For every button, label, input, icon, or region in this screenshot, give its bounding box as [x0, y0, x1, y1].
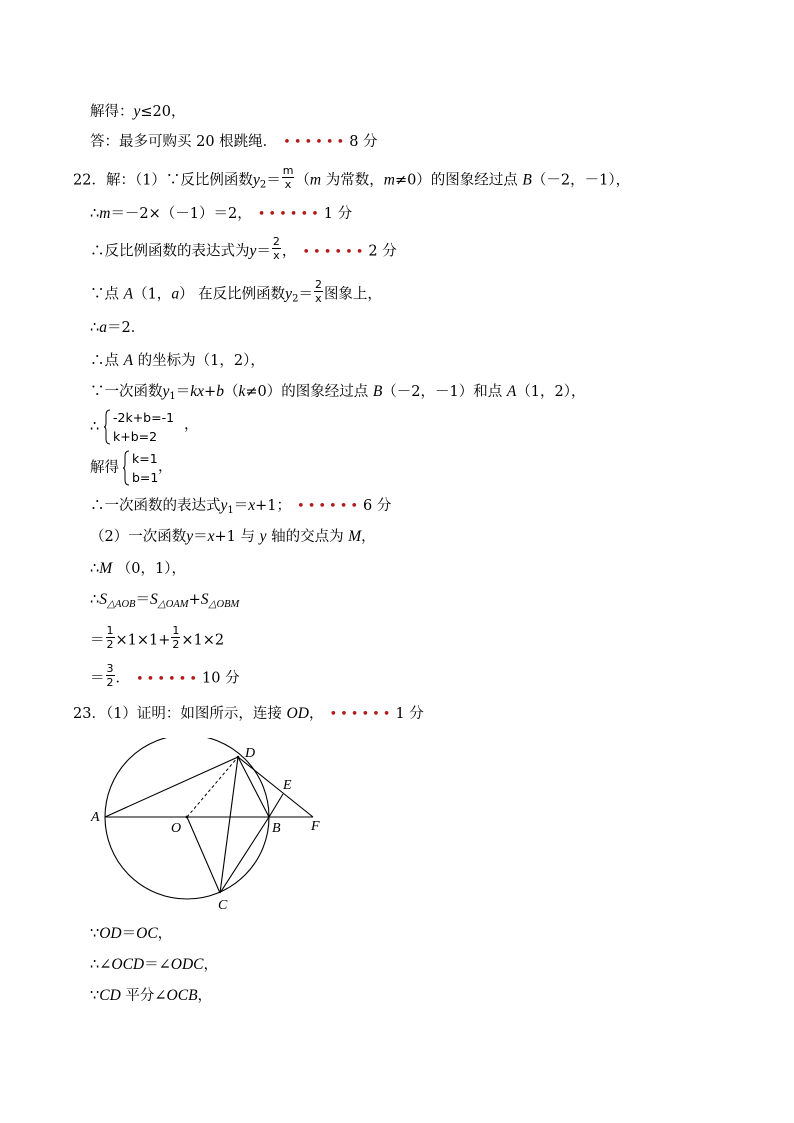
var: m — [99, 205, 111, 222]
var: OD — [99, 925, 122, 942]
text: （2）一次函数 — [90, 529, 187, 545]
text: 的坐标为（1，2）， — [133, 353, 265, 369]
text: ＝ — [233, 498, 249, 514]
var: y — [220, 497, 228, 514]
var: m — [309, 171, 322, 189]
var: M — [99, 560, 113, 577]
subscript: △OBM — [208, 599, 240, 610]
var: b — [216, 383, 224, 400]
var: S — [200, 591, 209, 608]
problem-22-line — [73, 164, 631, 195]
text: 22．解：（1）∵反比例函数 — [73, 172, 253, 189]
text: ＝ — [90, 632, 105, 649]
text: ， — [197, 988, 213, 1004]
score-dots: •••••• — [329, 707, 394, 722]
text: ＝ — [175, 384, 191, 400]
subscript: △AOB — [106, 599, 136, 610]
subscript: 1 — [227, 505, 234, 516]
line-BE — [269, 794, 283, 817]
brace-icon — [104, 409, 110, 445]
solution-line — [90, 383, 586, 406]
text: +1； — [255, 498, 292, 514]
subscript: 2 — [259, 179, 267, 191]
text: ＝ — [266, 172, 281, 189]
text: （ — [295, 172, 310, 189]
text: ∵ — [90, 988, 100, 1004]
solution-line — [90, 591, 239, 614]
text: 平分∠ — [120, 988, 167, 1004]
label-F: F — [311, 819, 320, 834]
text: 为常数， — [321, 172, 384, 189]
subscript: 1 — [169, 391, 176, 402]
var: m — [383, 171, 395, 189]
text: （ — [223, 384, 239, 400]
solution-line — [90, 528, 376, 546]
text: （1，2）， — [516, 384, 586, 400]
text: ， — [281, 243, 297, 260]
line-AD — [105, 757, 238, 817]
text: +1 与 — [214, 529, 260, 545]
numerator: 2 — [272, 235, 280, 248]
denominator: x — [284, 178, 292, 191]
numerator: 3 — [106, 662, 114, 675]
fraction — [282, 164, 295, 191]
equation-row: b=1 — [132, 470, 159, 485]
label-A: A — [91, 810, 100, 825]
score-dots: •••••• — [283, 135, 348, 150]
denominator: 2 — [106, 676, 114, 689]
fraction — [272, 235, 281, 262]
fraction — [106, 624, 115, 651]
text: ∴点 — [90, 353, 124, 369]
var: A — [123, 285, 134, 303]
text: （－2，－1）， — [531, 172, 631, 189]
var: y — [162, 383, 170, 400]
var: B — [522, 171, 532, 189]
var: a — [99, 319, 107, 336]
text: ∴ — [90, 592, 100, 608]
line-BC — [220, 817, 269, 893]
numerator: 1 — [172, 624, 180, 637]
line-DF — [238, 757, 313, 817]
solution-line — [90, 235, 397, 265]
text: ×1×1+ — [115, 632, 171, 649]
text: ， — [158, 459, 173, 475]
equation-row: k+b=2 — [113, 429, 158, 444]
solution-line — [90, 352, 265, 370]
var: OCB — [166, 987, 198, 1004]
text: ≠0）的图象经过点 — [394, 172, 523, 189]
var: S — [99, 591, 107, 608]
denominator: 2 — [106, 638, 114, 651]
proof-line — [90, 987, 212, 1005]
text: ≤20， — [140, 104, 186, 120]
text: ＝ — [298, 286, 313, 303]
subscript: 2 — [292, 293, 299, 305]
text: ∴ — [90, 206, 100, 222]
var: A — [123, 352, 134, 369]
denominator: x — [273, 249, 280, 262]
score: 2 分 — [368, 243, 397, 260]
text: ， — [361, 529, 376, 545]
text — [158, 458, 173, 476]
text: ＝ — [256, 243, 271, 260]
text: 解得： — [90, 104, 134, 120]
problem-23-line — [73, 705, 424, 724]
point-D — [237, 756, 240, 759]
score-dots: •••••• — [302, 244, 367, 260]
text: ＝ — [90, 670, 105, 687]
text: （0，1）， — [112, 561, 186, 577]
text: ∴ — [90, 419, 100, 435]
var: a — [171, 285, 180, 303]
var: x — [248, 497, 256, 514]
var: M — [348, 528, 362, 545]
var: OD — [286, 705, 309, 722]
var: y — [249, 242, 257, 260]
score-dots: •••••• — [297, 499, 362, 514]
text: ＝－2×（－1）＝2， — [110, 206, 252, 222]
numerator: 2 — [314, 278, 322, 291]
numerator: 1 — [106, 624, 114, 637]
circle-geometry-figure — [85, 738, 335, 918]
text: ∴∠ — [90, 957, 112, 973]
var: y — [186, 528, 194, 545]
text: ×1×2 — [181, 632, 225, 649]
proof-line — [90, 925, 172, 943]
score: 1 分 — [323, 206, 353, 222]
proof-line — [90, 956, 218, 974]
text: ∴反比例函数的表达式为 — [90, 243, 250, 260]
solution-line — [90, 278, 382, 309]
var: OC — [136, 925, 158, 942]
line-OD-dashed — [187, 757, 238, 817]
equation-row: -2k+b=-1 — [113, 410, 175, 425]
line-DC — [220, 757, 238, 893]
denominator: 2 — [172, 638, 180, 651]
score-dots: •••••• — [136, 671, 201, 687]
text: ∵ — [90, 926, 100, 942]
solution-line — [90, 624, 225, 654]
text: ． — [115, 670, 130, 687]
line-OC — [187, 817, 220, 893]
solution-line — [90, 103, 186, 121]
text: 轴的交点为 — [266, 529, 349, 545]
fraction — [171, 624, 180, 651]
numerator: m — [282, 164, 294, 177]
text: 答：最多可购买 20 根跳绳． — [90, 134, 278, 150]
text: ＝∠ — [144, 957, 171, 973]
text: ＝2． — [106, 320, 146, 336]
var: y — [252, 171, 260, 189]
var: ODC — [170, 956, 204, 973]
text: ∵点 — [90, 286, 124, 303]
var: kx — [190, 383, 205, 400]
text: ∴ — [90, 561, 100, 577]
solution-line — [90, 205, 352, 224]
score-dots: •••••• — [257, 207, 322, 222]
text: ， — [157, 926, 173, 942]
text: + — [204, 384, 217, 400]
equation-system — [123, 450, 183, 486]
var: y — [285, 285, 293, 303]
score: 1 分 — [395, 706, 424, 722]
text: ＝ — [193, 529, 208, 545]
text: + — [188, 592, 201, 608]
answer-line — [90, 133, 378, 152]
var: S — [149, 591, 158, 608]
center-point — [186, 816, 189, 819]
brace-icon — [123, 450, 129, 486]
denominator: x — [315, 292, 322, 305]
text: ， — [308, 706, 324, 722]
text — [184, 416, 199, 434]
text: （1， — [133, 286, 172, 303]
label-B: B — [272, 821, 281, 836]
solution-line — [90, 319, 145, 337]
fraction — [314, 278, 323, 305]
var: x — [207, 528, 215, 545]
var: y — [133, 103, 141, 120]
equation-row: k=1 — [132, 451, 158, 466]
label-E: E — [283, 778, 292, 793]
line-DB — [238, 757, 269, 817]
score: 10 分 — [202, 670, 240, 687]
text: 解得 — [90, 460, 119, 476]
text: ≠0）的图象经过点 — [245, 384, 373, 400]
text: ∵一次函数 — [90, 384, 163, 400]
subscript: △OAM — [157, 599, 189, 610]
text: ＝ — [135, 592, 150, 608]
text: ∴一次函数的表达式 — [90, 498, 221, 514]
text: ＝ — [121, 926, 137, 942]
var: k — [238, 383, 246, 400]
score: 6 分 — [363, 498, 392, 514]
label-O: O — [171, 821, 182, 836]
text: ） 在反比例函数 — [179, 286, 286, 303]
text: ∴ — [90, 320, 100, 336]
text: ， — [203, 957, 218, 973]
solution-line — [90, 560, 186, 578]
label-C: C — [218, 898, 228, 913]
fraction — [106, 662, 115, 689]
var: B — [372, 383, 383, 400]
var: y — [259, 528, 267, 545]
text: 图象上， — [323, 286, 382, 303]
solution-line — [90, 459, 119, 477]
var: A — [506, 383, 517, 400]
score: 8 分 — [349, 134, 378, 150]
solution-line — [90, 497, 391, 520]
solution-line — [90, 418, 99, 436]
text: （－2，－1）和点 — [382, 384, 507, 400]
var: OCD — [111, 956, 145, 973]
text: 23．（1）证明：如图所示，连接 — [73, 706, 287, 722]
solution-line — [90, 662, 240, 692]
label-D: D — [245, 746, 256, 761]
text: ， — [184, 417, 199, 433]
var: CD — [99, 987, 121, 1004]
